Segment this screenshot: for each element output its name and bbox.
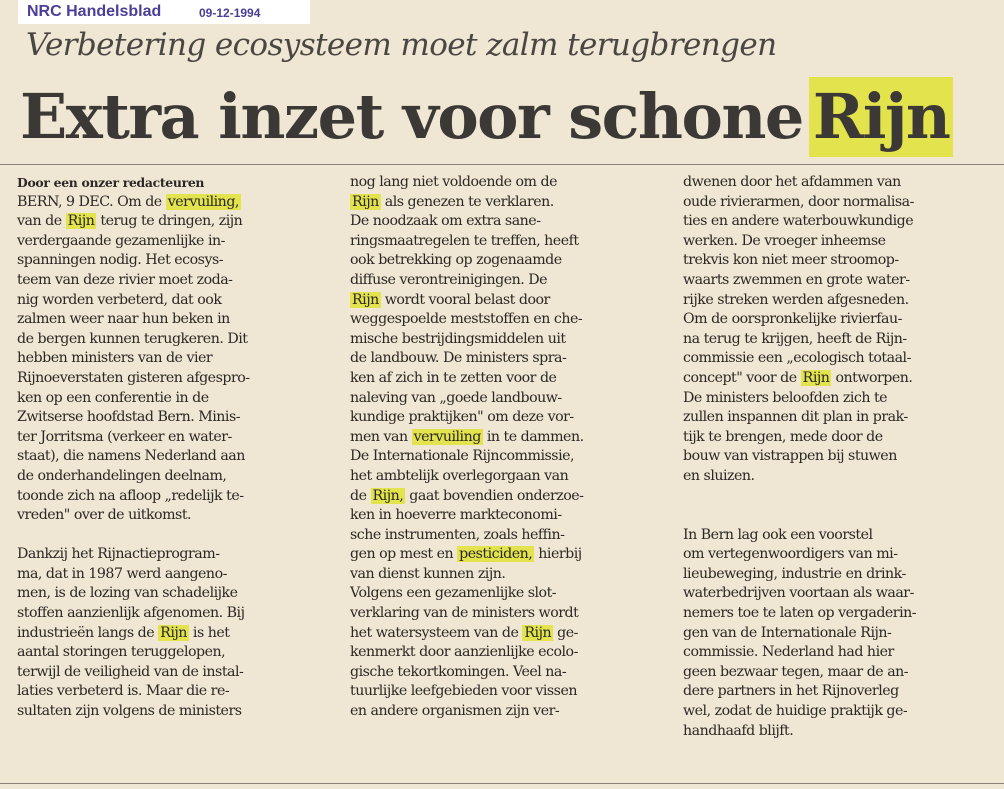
text-line: de onderhandelingen deelnam, <box>17 467 227 484</box>
text-line: bouw van vistrappen bij stuwen <box>683 448 897 465</box>
text-line: en sluizen. <box>683 467 755 484</box>
text-line: ken af zich in te zetten voor de <box>350 369 557 386</box>
text-line: nemers toe te laten op vergaderin- <box>683 605 917 622</box>
text-line: na terug te krijgen, heeft de Rijn- <box>683 330 907 347</box>
publication-date: 09-12-1994 <box>199 6 261 20</box>
text-line: terwijl de veiligheid van de instal- <box>17 663 244 680</box>
text-line: aantal storingen teruggelopen, <box>17 644 226 661</box>
text-line: commissie een „ecologisch totaal- <box>683 350 911 367</box>
text-line: mische bestrijdingsmiddelen uit <box>350 330 566 347</box>
text-line: Zwitserse hoofdstad Bern. Minis- <box>17 409 241 426</box>
article-headline <box>20 72 953 162</box>
text-line: trekvis kon niet meer stroomop- <box>683 252 899 269</box>
headline-text: Extra inzet voor schone <box>20 80 803 153</box>
text-line: nig worden verbeterd, dat ook <box>17 291 222 308</box>
text-line: teem van deze rivier moet zoda- <box>17 271 233 288</box>
text-line: staat), die namens Nederland aan <box>17 448 245 465</box>
bottom-divider <box>0 783 1004 784</box>
text-line: van dienst kunnen zijn. <box>350 565 506 582</box>
text-line: kenmerkt door aanzienlijke ecolo- <box>350 644 578 661</box>
text-line: geen bezwaar tegen, maar de an- <box>683 663 909 680</box>
text-line: handhaafd blijft. <box>683 722 794 739</box>
paragraph-gap <box>683 487 989 507</box>
text-line: diffuse verontreinigingen. De <box>350 271 548 288</box>
text-line: verdergaande gezamenlijke in- <box>17 232 225 249</box>
highlighted-term: vervuiling <box>413 428 481 445</box>
highlighted-term: Rijn <box>160 624 187 641</box>
text-line: toonde zich na afloop „redelijk te- <box>17 487 244 504</box>
text-line: de bergen kunnen terugkeren. Dit <box>17 330 248 347</box>
text-line: ties en andere waterbouwkundige <box>683 213 914 230</box>
text-line: hebben ministers van de vier <box>17 350 213 367</box>
highlighted-term: Rijn <box>352 291 379 308</box>
text-line: ken in hoeverre markteconomi- <box>350 507 562 524</box>
paragraph-gap <box>17 526 323 546</box>
highlighted-term: Rijn <box>352 193 379 210</box>
text-line: het ambtelijk overlegorgaan van <box>350 467 569 484</box>
text-line: ter Jorritsma (verkeer en water- <box>17 428 232 445</box>
text-line: gen op mest en pesticiden, hierbij <box>350 546 582 563</box>
newspaper-name: NRC Handelsblad <box>27 3 162 20</box>
text-line: De ministers beloofden zich te <box>683 389 888 406</box>
text-line: tijk te brengen, mede door de <box>683 428 883 445</box>
text-line: nog lang niet voldoende om de <box>350 174 557 190</box>
highlighted-term: Rijn <box>802 369 830 386</box>
text-line: naleving van „goede landbouw- <box>350 389 562 406</box>
text-line: ook betrekking op zogenaamde <box>350 252 562 269</box>
text-line: Dankzij het Rijnactieprogram- <box>17 546 220 563</box>
text-line: men van vervuiling in te dammen. <box>350 428 584 445</box>
text-line: De noodzaak om extra sane- <box>350 213 541 230</box>
text-line: De Internationale Rijncommissie, <box>350 448 575 465</box>
text-line: ringsmaatregelen te treffen, heeft <box>350 232 579 249</box>
text-line: waarts zwemmen en grote water- <box>683 271 910 288</box>
byline: Door een onzer redacteuren <box>17 175 205 190</box>
masthead <box>18 0 310 24</box>
highlighted-term: Rijn <box>67 213 95 230</box>
text-line: sultaten zijn volgens de ministers <box>17 703 242 720</box>
text-line: Om de oorspronkelijke rivierfau- <box>683 311 902 328</box>
text-line: laties verbeterd is. Maar die re- <box>17 683 230 700</box>
text-line: vreden" over de uitkomst. <box>17 507 192 524</box>
text-line: rijke streken werden afgesneden. <box>683 291 909 308</box>
text-line: concept" voor de Rijn ontworpen. <box>683 369 913 386</box>
text-line: In Bern lag ook een voorstel <box>683 526 873 543</box>
highlighted-term: pesticiden, <box>459 546 533 563</box>
headline-highlighted-word: Rijn <box>809 77 954 157</box>
text-line: verklaring van de ministers wordt <box>350 605 579 622</box>
text-line: het watersysteem van de Rijn ge- <box>350 624 578 641</box>
text-line: gische tekortkomingen. Veel na- <box>350 663 567 680</box>
text-line: kundige praktijken" om deze vor- <box>350 409 574 426</box>
text-line: de landbouw. De ministers spra- <box>350 350 567 367</box>
text-line: zalmen weer naar hun beken in <box>17 311 230 328</box>
paragraph-gap <box>683 506 989 526</box>
text-line: BERN, 9 DEC. Om de vervuiling, <box>17 193 239 210</box>
highlighted-term: Rijn, <box>372 487 404 504</box>
text-line: ma, dat in 1987 werd aangeno- <box>17 565 227 582</box>
article-column-2 <box>350 173 656 722</box>
article-column-3 <box>683 173 989 741</box>
text-line: Rijnoeverstaten gisteren afgespro- <box>17 369 250 386</box>
text-line: oude rivierarmen, door normalisa- <box>683 193 914 210</box>
headline-divider <box>0 164 1004 165</box>
text-line: sche instrumenten, zoals heffin- <box>350 526 565 543</box>
highlighted-term: vervuiling, <box>167 193 239 210</box>
highlighted-term: Rijn <box>524 624 552 641</box>
text-line: spanningen nodig. Het ecosys- <box>17 252 224 269</box>
text-line: wel, zodat de huidige praktijk ge- <box>683 703 908 720</box>
text-line: ken op een conferentie in de <box>17 389 209 406</box>
text-line: waterbedrijven voortaan als waar- <box>683 585 914 602</box>
text-line: Rijn wordt vooral belast door <box>352 291 550 308</box>
text-line: tuurlijke leefgebieden voor vissen <box>350 683 577 700</box>
text-line: commissie. Nederland had hier <box>683 644 894 661</box>
text-line: om vertegenwoordigers van mi- <box>683 546 898 563</box>
text-line: werken. De vroeger inheemse <box>683 232 886 249</box>
text-line: de Rijn, gaat bovendien onderzoe- <box>350 487 584 504</box>
text-line: zullen inspannen dit plan in prak- <box>683 409 908 426</box>
text-line: lieubeweging, industrie en drink- <box>683 565 906 582</box>
text-line: gen van de Internationale Rijn- <box>683 624 892 641</box>
text-line: dwenen door het afdammen van <box>683 174 901 190</box>
text-line: weggespoelde meststoffen en che- <box>350 311 583 328</box>
article-kicker: Verbetering ecosysteem moet zalm terugbrengen <box>26 27 777 63</box>
article-column-1 <box>17 173 323 722</box>
text-line: en andere organismen zijn ver- <box>350 703 560 720</box>
text-line: van de Rijn terug te dringen, zijn <box>17 213 243 230</box>
text-line: Volgens een gezamenlijke slot- <box>350 585 557 602</box>
text-line: Rijn als genezen te verklaren. <box>352 193 554 210</box>
text-line: industrieën langs de Rijn is het <box>17 624 230 641</box>
text-line: dere partners in het Rijnoverleg <box>683 683 899 700</box>
text-line: stoffen aanzienlijk afgenomen. Bij <box>17 605 245 622</box>
text-line: men, is de lozing van schadelijke <box>17 585 238 602</box>
